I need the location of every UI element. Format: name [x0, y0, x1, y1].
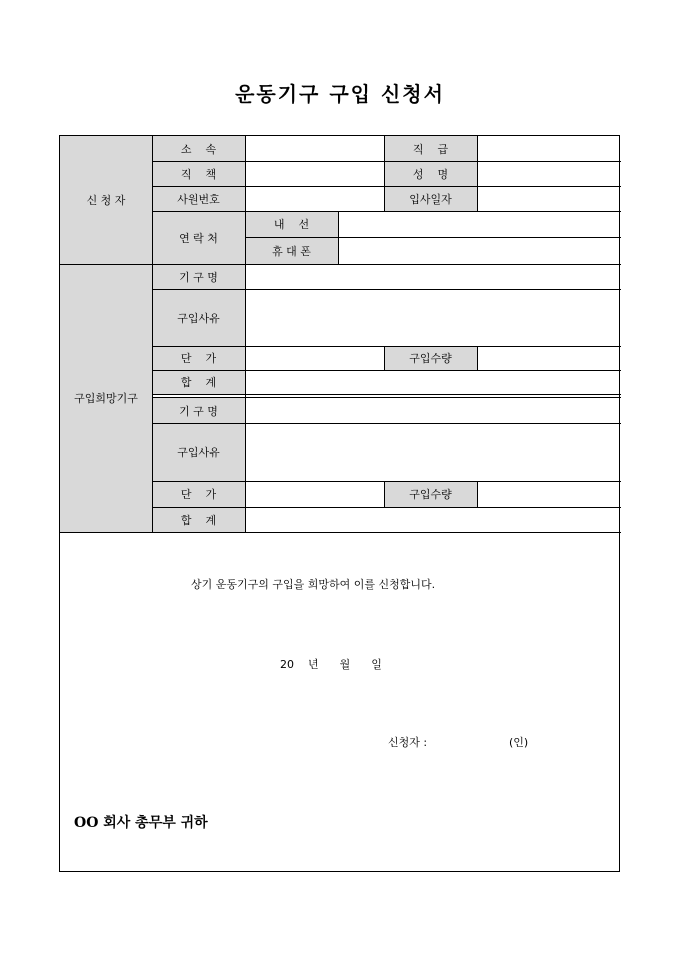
- mobile-label: 휴 대 폰: [245, 237, 338, 264]
- extension-label: 내 선: [245, 211, 338, 237]
- join-date-label: 입사일자: [384, 186, 477, 211]
- row-divider: [152, 423, 621, 424]
- row-divider: [245, 237, 621, 238]
- item1-total-label: 합 계: [152, 370, 245, 394]
- column-divider: [384, 346, 385, 370]
- row-divider: [152, 289, 621, 290]
- item2-unit-price-label: 단 가: [152, 481, 245, 507]
- name-label: 성 명: [384, 161, 477, 186]
- purchase-section-label: 구입희망기구: [60, 264, 152, 532]
- applicant-section-label: 신 청 자: [60, 136, 152, 264]
- seal-label: (인): [509, 736, 529, 749]
- item1-unit-price-label: 단 가: [152, 346, 245, 370]
- row-divider: [152, 346, 621, 347]
- item-double-divider: [152, 394, 621, 395]
- item-double-divider: [152, 397, 621, 398]
- section-divider: [60, 532, 621, 533]
- application-form: [59, 135, 620, 872]
- row-divider: [152, 186, 621, 187]
- item2-total-label: 합 계: [152, 507, 245, 532]
- item2-reason-label: 구입사유: [152, 423, 245, 481]
- employee-no-label: 사원번호: [152, 186, 245, 211]
- row-divider: [152, 507, 621, 508]
- column-divider: [245, 136, 246, 532]
- item2-qty-label: 구입수량: [384, 481, 477, 507]
- document-title: 운동기구 구입 신청서: [235, 82, 445, 106]
- row-divider: [152, 481, 621, 482]
- row-divider: [152, 211, 621, 212]
- column-divider: [477, 136, 478, 211]
- item2-name-label: 기 구 명: [152, 398, 245, 423]
- item1-name-label: 기 구 명: [152, 264, 245, 289]
- row-divider: [152, 370, 621, 371]
- column-divider: [477, 481, 478, 507]
- column-divider: [384, 481, 385, 507]
- column-divider: [152, 136, 153, 532]
- column-divider: [384, 136, 385, 211]
- contact-label: 연 락 처: [152, 211, 245, 264]
- declaration-statement: 상기 운동기구의 구입을 희망하여 이를 신청합니다.: [191, 578, 436, 591]
- section-divider: [60, 264, 621, 265]
- duty-label: 직 책: [152, 161, 245, 186]
- position-label: 직 급: [384, 136, 477, 161]
- column-divider: [477, 346, 478, 370]
- item1-qty-label: 구입수량: [384, 346, 477, 370]
- dept-label: 소 속: [152, 136, 245, 161]
- date-line: 20 년 월 일: [280, 658, 382, 671]
- row-divider: [152, 161, 621, 162]
- column-divider: [338, 211, 339, 264]
- signer-label: 신청자 :: [388, 736, 428, 749]
- item1-reason-label: 구입사유: [152, 289, 245, 346]
- recipient-line: OO 회사 총무부 귀하: [74, 815, 208, 831]
